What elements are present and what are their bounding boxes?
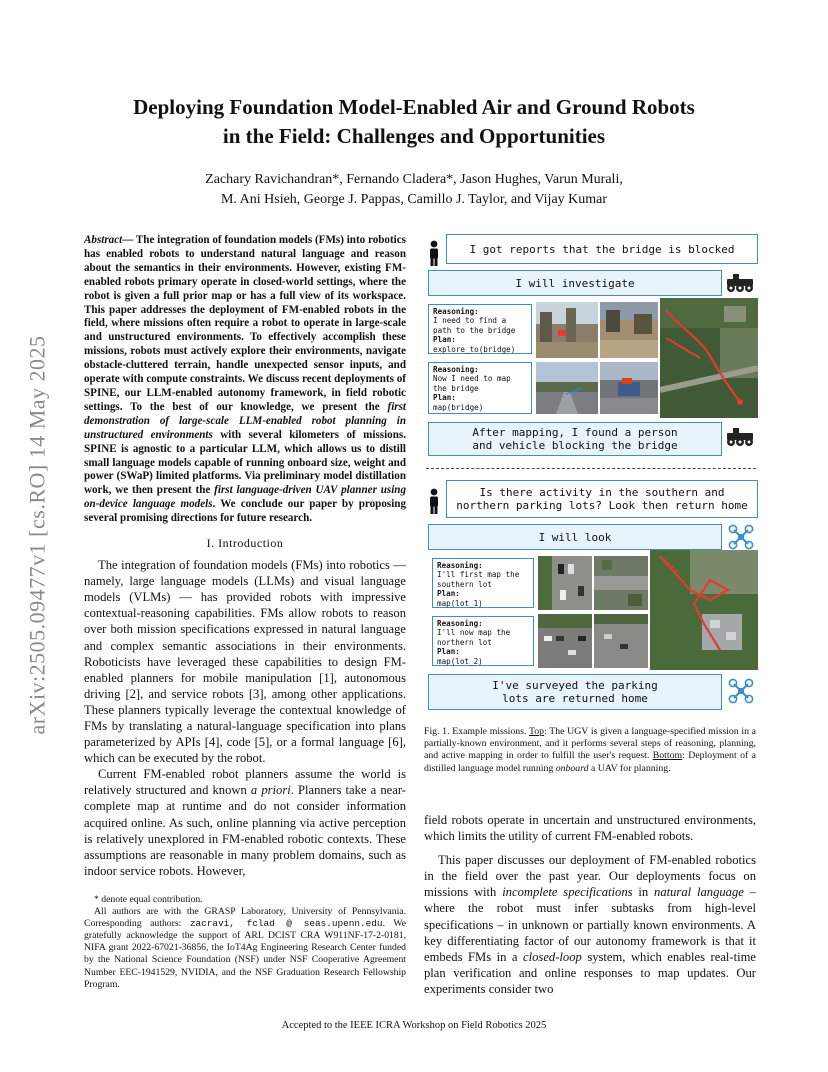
satellite-map-bridge-route — [660, 298, 758, 418]
result-line-1: I've surveyed the parking — [492, 679, 658, 692]
reason-label: Reasoning: — [437, 619, 483, 628]
right-p2-a: This paper discusses our deployment of FM-enabled robotics in the field over the past year. Our deployments focus on missions with — [424, 853, 756, 900]
ugv-robot-icon — [724, 272, 756, 294]
intro-paragraph-1: The integration of foundation models (FMs) into robotics — namely, large language models (LLMs) and visual language models (VLMs) — has provided robots with impressive contextual-reasoning capabilities. FMs allow robots to reason over both mission specifications expressed in natural language and complex semantic associations in their environments. Roboticists have leveraged these capabilities to design FM-enabled planners for mobile manipulation [1], autonomous driving [2], and service robots [3], among other applications. These planners typically leverage the contextual knowledge of FMs by translating a natural-language specification into plans parameterized by APIs [4], code [5], or a formal language [6], which can be executed by the robot. — [84, 558, 406, 766]
caption-a: Fig. 1. Example missions. — [424, 726, 529, 737]
reason-text: I need to find a — [433, 316, 507, 326]
caption-c: : Deployment of a distilled language model running — [424, 750, 757, 774]
footnote-affiliation-b: . We gratefully acknowledge the support of ARL DCIST CRA W911NF-17-2-0181, NIFA grant 2022-67021-36856, the IoT4Ag Engineering Research Center funded by the National Science Foundation (NSF) under NSF Cooperative Agreement Number EEC-1941529, NVIDIA, and the NSF Graduation Research Fellowship Program. — [84, 918, 406, 990]
user-message-parking — [446, 480, 758, 518]
right-paragraph-1: field robots operate in uncertain and unstructured environments, which limits the utility of current FM-enabled robots. — [424, 813, 756, 844]
person-icon — [424, 488, 444, 514]
caption-d: a UAV for planning. — [588, 762, 671, 774]
arxiv-sidebar — [20, 290, 56, 780]
reason-text: southern lot — [437, 579, 492, 589]
right-p2-b: in — [632, 885, 655, 900]
right-p2-em-2: natural language — [654, 885, 744, 900]
robot-reply-look: I will look — [428, 524, 722, 550]
result-line-2: and vehicle blocking the bridge — [472, 439, 678, 452]
left-column — [84, 234, 406, 879]
reason-text: path to the bridge — [433, 325, 516, 335]
footnote-equal-contribution: * denote equal contribution. — [94, 894, 203, 905]
reason-text: I'll now map the — [437, 628, 511, 638]
figure-1 — [424, 232, 760, 718]
right-p2-d: system, which enables real-time plan verification and online responses to map updates. Our experiments consider two — [424, 949, 756, 996]
satellite-map-parking-route — [650, 550, 758, 670]
reasoning-box-lot-1 — [432, 558, 534, 608]
title-line-2: in the Field: Challenges and Opportunities — [222, 124, 606, 148]
intro-p2-part-b: . Planners take a near-complete map at runtime and do not consider information acquired online. As such, online planning via active perception is relatively unexplored in FM-enabled robotic contexts. These assumptions are reasonable in many problem domains, such as indoor service robots. However, — [84, 783, 406, 878]
right-paragraph-2 — [424, 852, 756, 997]
robot-reply-investigate: I will investigate — [428, 270, 722, 296]
corresponding-emails: zacravi, fclad @ seas.upenn.edu — [189, 918, 383, 930]
plan-text: explore_to(bridge) — [433, 344, 516, 354]
right-p2-em-3: closed-loop — [523, 949, 582, 964]
title-line-1: Deploying Foundation Model-Enabled Air and Ground Robots — [133, 95, 695, 119]
abstract-emphasis-2: first language-driven UAV planner using on-device language models — [84, 484, 406, 511]
page-footer: Accepted to the IEEE ICRA Workshop on Field Robotics 2025 — [281, 1020, 547, 1031]
author-list — [100, 170, 728, 210]
ugv-robot-icon — [724, 426, 756, 448]
reasoning-box-lot-2 — [432, 616, 534, 666]
right-p2-c: – where the robot must infer subtasks from high-level specifications – in unknown or partially known environments. A key differentiating factor of our autonomy framework is that it embeds FMs in a — [424, 885, 757, 964]
user-line-1: Is there activity in the southern and — [479, 486, 725, 499]
abstract-part-3: . We conclude our paper by proposing several promising directions for future research. — [84, 498, 406, 525]
abstract-lead: Abstract — [84, 234, 123, 246]
plan-text: map(lot_1) — [437, 598, 483, 608]
aerial-image-lot-1a — [538, 556, 592, 610]
caption-onboard: onboard — [555, 762, 589, 774]
footnote-affiliation — [84, 906, 406, 991]
intro-paragraph-2 — [84, 766, 406, 879]
figure-1-caption — [424, 726, 756, 775]
aerial-image-lot-2b — [594, 614, 648, 668]
plan-text: map(bridge) — [433, 402, 484, 412]
reason-label: Reasoning: — [433, 307, 479, 316]
right-column-text — [424, 812, 756, 997]
plan-label: Plan: — [437, 589, 460, 599]
uav-drone-icon — [728, 524, 754, 550]
plan-label: Plan: — [433, 335, 456, 345]
caption-top-label: Top — [528, 726, 545, 737]
intro-p2-emphasis: a priori — [250, 783, 291, 798]
paper-title — [100, 93, 728, 151]
result-bridge-blocked — [428, 422, 722, 456]
camera-image-road — [536, 362, 598, 414]
abstract-part-1: — The integration of foundation models (FMs) into robotics has enabled robots to understand natural language and reason about the semantics in their environments. However, existing FM-enabled robots primary operate in closed-world settings, where the robot is given a full prior map or has a full view of its workspace. This paper addresses the deployment of FM-enabled robots in the field, where missions often require a robot to operate in large-scale and unstructured environments. To effectively accomplish these missions, robots must actively explore their environments, navigate obstacle-cluttered terrain, handle unexpected sensor inputs, and operate with compute constraints. We discuss recent deployments of SPINE, our LLM-enabled autonomy framework, in field robotic settings. To the best of our knowledge, we present the — [84, 234, 406, 413]
person-icon — [424, 240, 444, 266]
figure-divider — [426, 468, 756, 469]
plan-label: Plan: — [433, 393, 456, 403]
camera-image-bridge-vehicle — [600, 362, 658, 414]
right-p2-em-1: incomplete specifications — [502, 885, 633, 900]
intro-p2-part-a: Current FM-enabled robot planners assume the world is relatively structured and known — [84, 767, 406, 798]
authors-line-2: M. Ani Hsieh, George J. Pappas, Camillo J. Taylor, and Vijay Kumar — [220, 192, 608, 207]
aerial-image-lot-1b — [594, 556, 648, 610]
abstract-emphasis-1: first demonstration of large-scale LLM-enabled robot planning in unstructured environments — [84, 400, 406, 441]
reason-text: I'll first map the — [437, 570, 520, 580]
plan-label: Plan: — [437, 647, 460, 657]
user-message-bridge: I got reports that the bridge is blocked — [446, 234, 758, 264]
result-parking-surveyed — [428, 674, 722, 710]
footnotes — [84, 894, 406, 991]
camera-image-trees — [536, 302, 598, 358]
plan-text: map(lot_2) — [437, 656, 483, 666]
section-heading-introduction: I. Introduction — [206, 536, 284, 551]
reason-text: Now I need to map — [433, 374, 511, 384]
camera-image-field — [600, 302, 658, 358]
reason-text: northern lot — [437, 637, 492, 647]
uav-drone-icon — [728, 678, 754, 704]
authors-line-1: Zachary Ravichandran*, Fernando Cladera*, Jason Hughes, Varun Murali, — [205, 172, 623, 187]
reason-label: Reasoning: — [437, 561, 483, 570]
reasoning-box-map-bridge — [428, 362, 532, 414]
arxiv-id: arXiv:2505.09477v1 [cs.RO] 14 May 2025 — [25, 335, 51, 735]
user-line-2: northern parking lots? Look then return home — [456, 499, 748, 512]
reasoning-box-explore — [428, 304, 532, 354]
result-line-2: lots are returned home — [502, 692, 648, 705]
caption-bottom-label: Bottom — [652, 750, 683, 762]
reason-label: Reasoning: — [433, 365, 479, 374]
aerial-image-lot-2a — [538, 614, 592, 668]
caption-b: : The UGV is given a language-specified mission in a partially-known environment, and it performs several steps of reasoning, planning, and active mapping in order to fulfill the user's request. — [424, 726, 756, 762]
abstract-part-2: with several kilometers of missions. SPINE is agnostic to a particular LLM, which allows us to distill small language models capable of running onboard size, weight and power (SWaP) limited platforms. Via preliminary model distillation work, we then present the — [84, 428, 406, 497]
abstract — [84, 234, 406, 526]
footnote-affiliation-a: All authors are with the GRASP Laboratory, University of Pennsylvania. Corresponding authors: — [84, 906, 406, 930]
result-line-1: After mapping, I found a person — [472, 426, 678, 439]
reason-text: the bridge — [433, 383, 479, 393]
